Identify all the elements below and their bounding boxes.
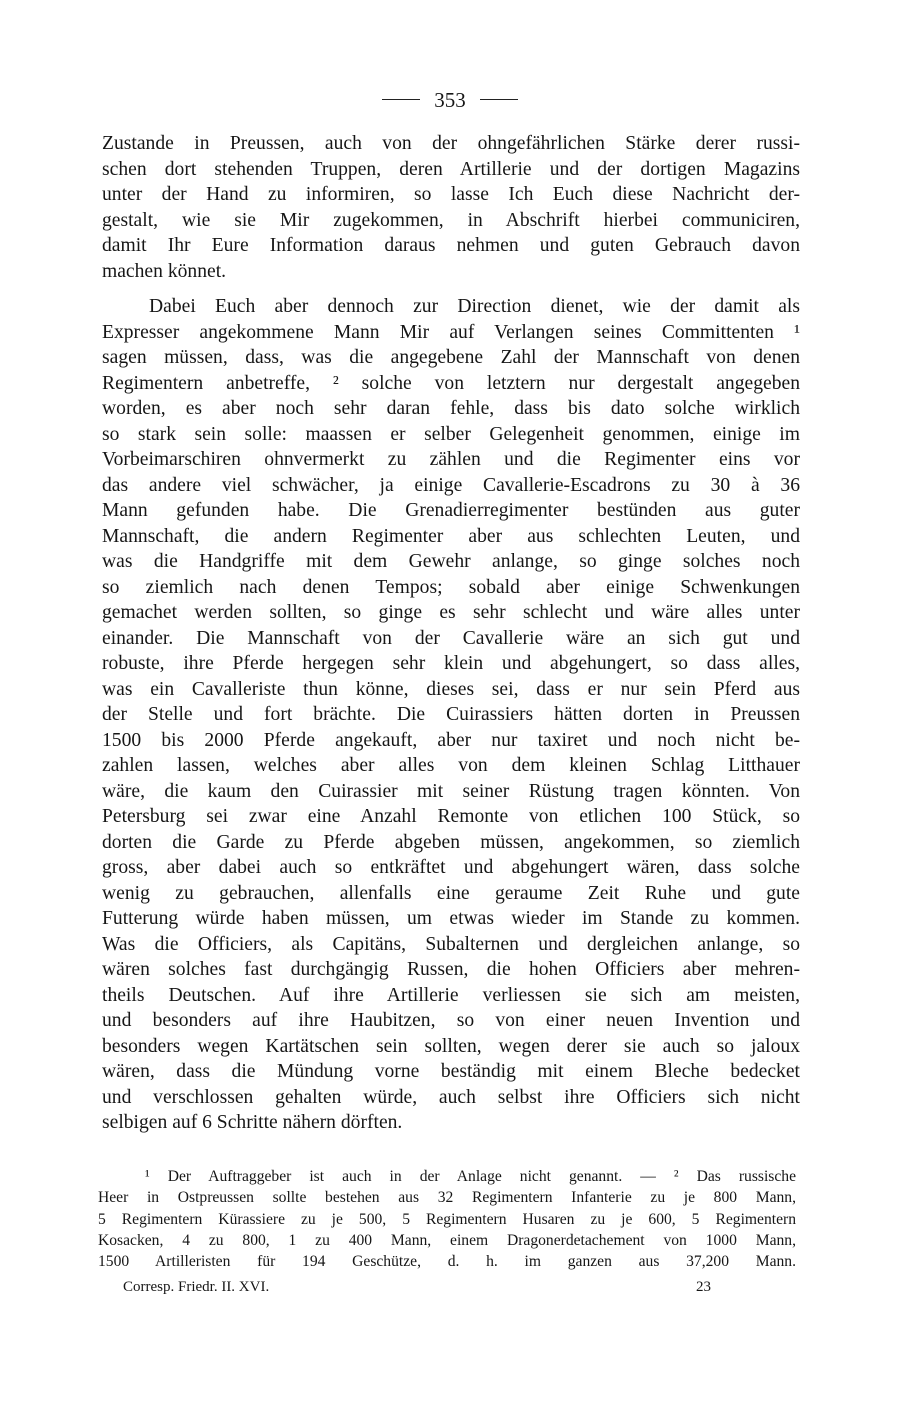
text-line: machen könnet.: [102, 260, 227, 282]
text-line: Mann gefunden habe. Die Grenadierregimenter bestünden aus guter: [102, 500, 800, 521]
page-header: [0, 88, 900, 113]
text-line: so stark sein solle: maassen er selber Gelegenheit genommen, einige im: [102, 423, 800, 445]
text-line: zahlen lassen, welches aber alles von dem kleinen Schlag Litthauer: [102, 755, 800, 776]
text-line: und verschlossen gehalten würde, auch selbst ihre Officiers sich nicht: [102, 1086, 800, 1108]
text-line: Regimentern anbetreffe, ² solche von letztern nur dergestalt angegeben: [102, 372, 800, 394]
paragraph-2: [102, 294, 800, 1136]
text-line: schen dort stehenden Truppen, deren Artillerie und der dortigen Magazins: [102, 158, 800, 180]
text-line: unter der Hand zu informiren, so lasse Ich Euch diese Nachricht der-: [102, 184, 800, 205]
text-line: sagen müssen, dass, was die angegebene Zahl der Mannschaft von denen: [102, 347, 800, 368]
text-line: wären, dass die Mündung vorne beständig mit einem Bleche bedecket: [102, 1061, 800, 1082]
signature-mark: 23: [696, 1279, 711, 1295]
main-text: [102, 131, 800, 1136]
text-line: gemachet werden sollten, so ginge es sehr schlecht und wäre alles unter: [102, 602, 800, 623]
text-line: worden, es aber noch sehr daran fehle, dass bis dato solche wirklich: [102, 398, 800, 419]
text-line: was die Handgriffe mit dem Gewehr anlange, so ginge solches noch: [102, 551, 800, 572]
page-footer: [123, 1279, 711, 1296]
text-line: wäre, die kaum den Cuirassier mit seiner Rüstung tragen könnten. Von: [102, 780, 800, 802]
text-line: Zustande in Preussen, auch von der ohngefährlichen Stärke derer russi-: [102, 133, 800, 154]
text-line: besonders wegen Kartätschen sein sollten, wegen derer sie auch so jaloux: [102, 1035, 800, 1057]
text-line: Expresser angekommene Mann Mir auf Verlangen seines Committenten ¹: [102, 321, 800, 343]
footnote-line: 1500 Artilleristen für 194 Geschütze, d. h. im ganzen aus 37,200 Mann.: [98, 1253, 796, 1271]
text-line: damit Ihr Eure Information daraus nehmen und guten Gebrauch davon: [102, 235, 800, 256]
text-line: gross, aber dabei auch so entkräftet und abgehungert wären, dass solche: [102, 857, 800, 878]
paragraph-1: [102, 131, 800, 284]
text-line: 1500 bis 2000 Pferde angekauft, aber nur taxiret und noch nicht be-: [102, 729, 800, 751]
source-reference: Corresp. Friedr. II. XVI.: [123, 1279, 270, 1295]
text-line: gestalt, wie sie Mir zugekommen, in Abschrift hierbei communiciren,: [102, 209, 800, 231]
text-line: wenig zu gebrauchen, allenfalls eine geraume Zeit Ruhe und gute: [102, 882, 800, 904]
text-line: einander. Die Mannschaft von der Cavallerie wäre an sich gut und: [102, 627, 800, 649]
text-line: dorten die Garde zu Pferde abgeben müssen, angekommen, so ziemlich: [102, 831, 800, 853]
text-line: was ein Cavalleriste thun könne, dieses sei, dass er nur sein Pferd aus: [102, 678, 800, 700]
footnote-line: Kosacken, 4 zu 800, 1 zu 400 Mann, einem Dragonerdetachement von 1000 Mann,: [98, 1231, 796, 1249]
text-line: Dabei Euch aber dennoch zur Direction dienet, wie der damit als: [149, 296, 800, 317]
footnote-line: ¹ Der Auftraggeber ist auch in der Anlage nicht genannt. — ² Das russische: [145, 1168, 796, 1185]
text-line: der Stelle und fort brächte. Die Cuirassiers hätten dorten in Preussen: [102, 704, 800, 725]
text-line: wären solches fast durchgängig Russen, die hohen Officiers aber mehren-: [102, 959, 800, 980]
text-line: und besonders auf ihre Haubitzen, so von einer neuen Invention und: [102, 1010, 800, 1031]
text-line: so ziemlich nach denen Tempos; sobald aber einige Schwenkungen: [102, 576, 800, 598]
text-line: das andere viel schwächer, ja einige Cavallerie-Escadrons zu 30 à 36: [102, 474, 800, 496]
page-number: 353: [434, 88, 466, 112]
text-line: Petersburg sei zwar eine Anzahl Remonte von etlichen 100 Stück, so: [102, 806, 800, 827]
text-line: robuste, ihre Pferde hergegen sehr klein und abgehungert, so dass alles,: [102, 653, 800, 674]
header-rule-right: [480, 99, 518, 100]
text-line: theils Deutschen. Auf ihre Artillerie verliessen sie sich am meisten,: [102, 984, 800, 1006]
text-line: Mannschaft, die andern Regimenter aber aus schlechten Leuten, und: [102, 525, 800, 547]
text-line: Futterung würde haben müssen, um etwas wieder im Stande zu kommen.: [102, 908, 800, 929]
footnote-line: 5 Regimentern Kürassiere zu je 500, 5 Regimentern Husaren zu je 600, 5 Regimentern: [98, 1210, 796, 1228]
footnotes: [98, 1166, 796, 1272]
text-line: Was die Officiers, als Capitäns, Subalternen und dergleichen anlange, so: [102, 933, 800, 955]
text-line: Vorbeimarschiren ohnvermerkt zu zählen und die Regimenter eins vor: [102, 449, 800, 470]
footnote-line: Heer in Ostpreussen sollte bestehen aus 32 Regimentern Infanterie zu je 800 Mann,: [98, 1189, 796, 1207]
text-line: selbigen auf 6 Schritte nähern dörften.: [102, 1112, 403, 1133]
header-rule-left: [382, 99, 420, 100]
